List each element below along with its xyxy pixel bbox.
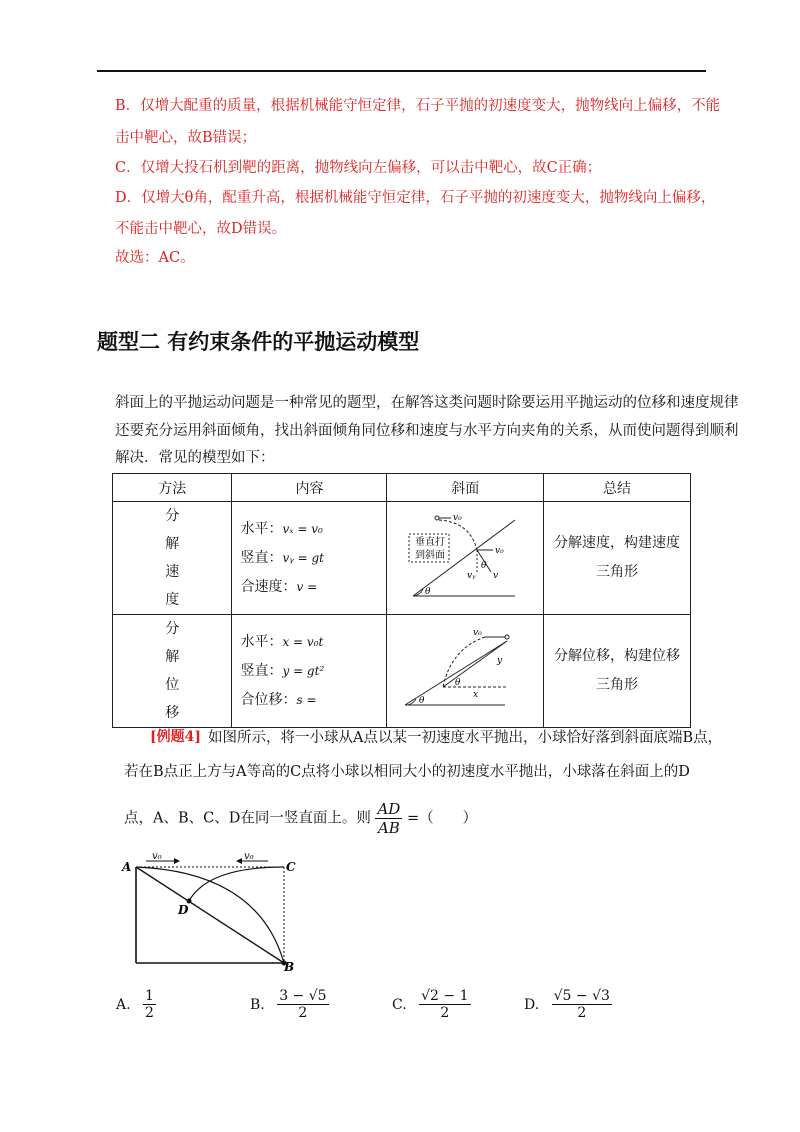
label-v0-right: v₀ xyxy=(244,851,254,862)
table-header-row xyxy=(113,474,691,502)
table-row xyxy=(113,502,691,615)
ratio-fraction: $\frac{AD}{AB}$ xyxy=(377,800,401,837)
figure-cell xyxy=(387,615,543,728)
section-title: 题型二 有约束条件的平抛运动模型 xyxy=(97,330,420,354)
answer-line-c: C．仅增大投石机到靶的距离，抛物线向左偏移，可以击中靶心，故C正确； xyxy=(115,160,602,176)
label-v0-left: v₀ xyxy=(152,851,162,862)
svg-text:v₀: v₀ xyxy=(473,628,482,638)
svg-text:y: y xyxy=(497,656,503,666)
table-row xyxy=(113,615,691,728)
example-line-2: 若在B点正上方与A等高的C点将小球以相同大小的初速度水平抛出，小球落在斜面上的D xyxy=(124,764,690,780)
svg-text:垂直打: 垂直打 xyxy=(415,537,446,548)
content-cell: 水平：vₓ = v₀ 竖直：vᵧ = gt 合速度：v = xyxy=(232,502,387,615)
method-cell: 分 解 速 度 xyxy=(113,502,232,615)
method-cell: 分 解 位 移 xyxy=(113,615,232,728)
svg-text:θ: θ xyxy=(455,678,461,688)
header-method: 方法 xyxy=(113,474,232,502)
svg-text:x: x xyxy=(473,690,479,700)
summary-cell: 分解位移，构建位移 三角形 xyxy=(543,615,690,728)
projectile-diagram xyxy=(118,850,308,972)
example-line-3: 点，A、B、C、D在同一竖直面上。则 $\frac{AD}{AB}$ =（ ） xyxy=(124,800,478,837)
svg-text:v₀: v₀ xyxy=(495,546,504,556)
velocity-decomposition-figure xyxy=(395,506,535,606)
summary-cell: 分解速度，构建速度 三角形 xyxy=(543,502,690,615)
svg-text:θ: θ xyxy=(425,587,431,597)
displacement-decomposition-figure xyxy=(395,619,535,719)
answer-line-b1: B．仅增大配重的质量，根据机械能守恒定律，石子平抛的初速度变大，抛物线向上偏移，不能 xyxy=(115,98,721,114)
option-c[interactable]: C. $\frac{√2 - 1}{2}$ xyxy=(392,988,469,1021)
intro-line-1: 斜面上的平抛运动问题是一种常见的题型，在解答这类问题时除要运用平抛运动的位移和速度规律 xyxy=(115,395,739,411)
svg-text:v₀: v₀ xyxy=(453,513,462,523)
label-d: D xyxy=(178,903,189,917)
header-rule xyxy=(97,70,706,72)
svg-text:vᵧ: vᵧ xyxy=(467,571,476,581)
svg-text:v: v xyxy=(493,571,499,581)
intro-line-2: 还要充分运用斜面倾角，找出斜面倾角同位移和速度与水平方向夹角的关系，从而使问题得到顺利 xyxy=(115,423,739,439)
model-table xyxy=(112,473,691,728)
answer-choice: 故选：AC。 xyxy=(115,250,195,266)
answer-line-d2: 不能击中靶心，故D错误。 xyxy=(115,221,287,237)
answer-line-d1: D．仅增大θ角，配重升高，根据机械能守恒定律，石子平抛的初速度变大，抛物线向上偏移， xyxy=(115,190,716,206)
header-slope: 斜面 xyxy=(387,474,543,502)
example-line-1: 如图所示，将一小球从A点以某一初速度水平抛出，小球恰好落到斜面底端B点， xyxy=(208,730,723,746)
svg-text:θ: θ xyxy=(481,561,487,571)
label-a: A xyxy=(122,860,132,874)
label-b: B xyxy=(284,960,295,972)
example-tag: [例题4] xyxy=(150,729,201,745)
answer-line-b2: 击中靶心，故B错误； xyxy=(115,130,257,146)
svg-text:θ: θ xyxy=(419,696,425,706)
header-content: 内容 xyxy=(232,474,387,502)
option-d[interactable]: D. $\frac{√5 - √3}{2}$ xyxy=(524,988,610,1021)
option-a[interactable]: A. $\frac{1}{2}$ xyxy=(116,988,154,1021)
svg-text:到斜面: 到斜面 xyxy=(415,550,446,561)
intro-line-3: 解决．常见的模型如下： xyxy=(115,450,275,466)
figure-cell xyxy=(387,502,543,615)
option-b[interactable]: B. $\frac{3 - √5}{2}$ xyxy=(250,988,327,1021)
label-c: C xyxy=(286,860,296,874)
content-cell: 水平：x = v₀t 竖直：y = gt² 合位移：s = xyxy=(232,615,387,728)
header-summary: 总结 xyxy=(543,474,690,502)
